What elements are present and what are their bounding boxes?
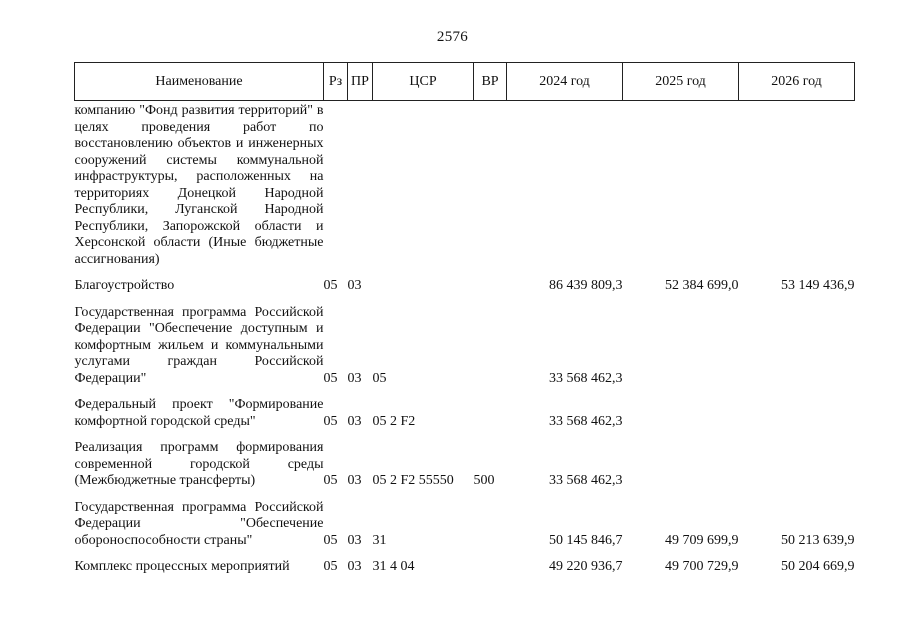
row-pr: 03: [347, 532, 362, 548]
row-2025: 49 700 729,9: [665, 559, 739, 574]
row-2026: [739, 397, 855, 434]
table-row: [75, 101, 855, 273]
row-2026: 50 204 669,9: [781, 559, 855, 574]
row-name: Федеральный проект "Формирование комфортной городской среды": [74, 397, 324, 429]
row-pr: [348, 101, 373, 273]
page-number: 2576: [436, 29, 469, 45]
row-rz: 05: [323, 413, 338, 429]
row-2026: 50 213 639,9: [781, 532, 855, 548]
row-2025: [623, 397, 739, 434]
row-2026: [739, 101, 855, 273]
row-vr: [474, 278, 507, 299]
row-csr: 31 4 04: [372, 559, 415, 574]
header-2026: 2026 год: [739, 63, 855, 101]
row-pr: 03: [347, 473, 362, 488]
row-pr: 03: [347, 413, 362, 429]
header-2025: 2025 год: [623, 63, 739, 101]
row-csr: 31: [372, 532, 387, 548]
table-row: [75, 305, 855, 392]
header-vr: ВР: [474, 63, 507, 101]
row-name: Комплекс процессных мероприятий: [74, 559, 290, 574]
table-row: [75, 500, 855, 554]
row-csr: [373, 101, 474, 273]
row-2024: 33 568 462,3: [549, 413, 623, 429]
row-rz: [324, 101, 348, 273]
header-csr: ЦСР: [373, 63, 474, 101]
row-2026: [739, 305, 855, 392]
row-2024: 50 145 846,7: [549, 532, 623, 548]
row-rz: 05: [323, 370, 338, 386]
row-2025: [623, 305, 739, 392]
row-csr: 05 2 F2 55550: [372, 473, 454, 488]
row-2024: 33 568 462,3: [549, 370, 623, 386]
row-2024: 33 568 462,3: [549, 473, 623, 488]
row-csr: 05 2 F2: [372, 413, 416, 429]
row-2025: [623, 440, 739, 494]
header-name: Наименование: [75, 63, 324, 101]
row-vr: [474, 305, 507, 392]
budget-table: [74, 62, 855, 580]
row-vr: [474, 500, 507, 554]
row-name: Реализация программ формирования современной городской среды (Межбюджетные трансферты): [74, 440, 324, 488]
row-2025: [623, 101, 739, 273]
header-2024: 2024 год: [507, 63, 623, 101]
table-row: [75, 397, 855, 434]
row-name: Государственная программа Российской Федерации "Обеспечение доступным и комфортным жильем и коммунальными услугами граждан Российской Федерации": [74, 304, 324, 386]
row-vr: [474, 397, 507, 434]
row-2024: 86 439 809,3: [549, 278, 623, 293]
row-rz: 05: [323, 532, 338, 548]
header-pr: ПР: [348, 63, 373, 101]
table-row: [75, 278, 855, 299]
row-name: Благоустройство: [74, 278, 175, 293]
row-2024: [507, 101, 623, 273]
row-2026: [739, 440, 855, 494]
row-csr: 05: [372, 370, 387, 386]
row-pr: 03: [347, 370, 362, 386]
row-2024: 49 220 936,7: [549, 559, 623, 574]
row-rz: 05: [323, 473, 338, 488]
header-rz: Рз: [324, 63, 348, 101]
row-vr: [474, 101, 507, 273]
row-name: компанию "Фонд развития территорий" в целях проведения работ по восстановлению объектов и инженерных сооружений системы коммунальной инфраструктуры, расположенных на территориях Донецкой Народной Республики, Луганской Народной Республики, Запорожской области и Херсонской области (Иные бюджетные ассигнования): [74, 103, 324, 267]
row-pr: 03: [347, 278, 362, 293]
row-csr: [373, 278, 474, 299]
row-2026: 53 149 436,9: [781, 278, 855, 293]
row-rz: 05: [323, 278, 338, 293]
row-vr: [474, 559, 507, 580]
row-2025: 52 384 699,0: [665, 278, 739, 293]
row-name: Государственная программа Российской Федерации "Обеспечение обороноспособности страны": [74, 499, 324, 548]
row-2025: 49 709 699,9: [665, 532, 739, 548]
table-row: [75, 440, 855, 494]
row-pr: 03: [347, 559, 362, 574]
table-row: [75, 559, 855, 580]
table-header-row: [75, 63, 855, 101]
row-rz: 05: [323, 559, 338, 574]
row-vr: 500: [473, 473, 495, 488]
